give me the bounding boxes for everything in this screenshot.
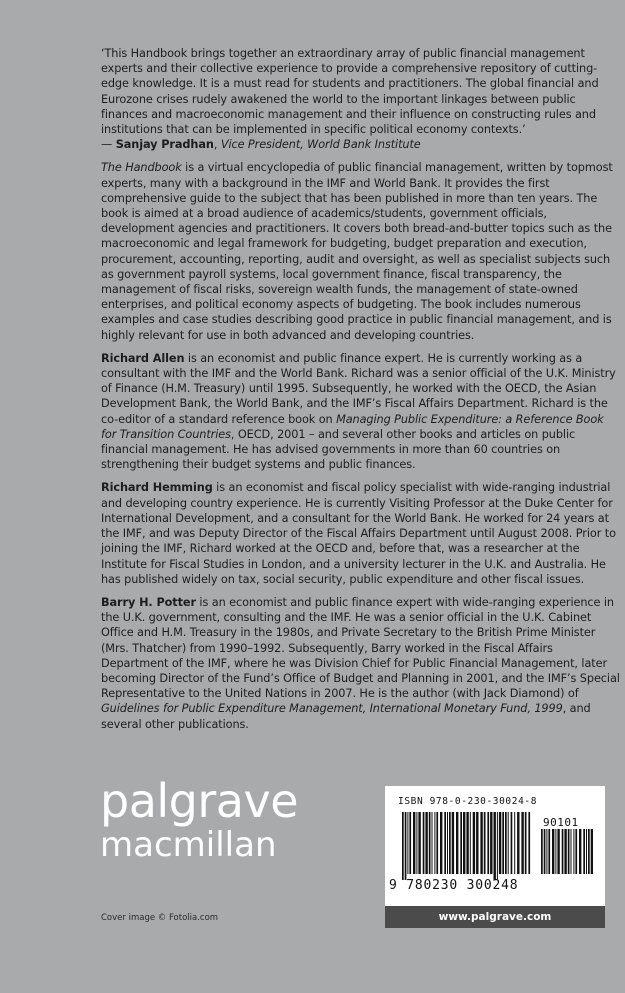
barcode-bar bbox=[484, 812, 486, 874]
barcode-bar bbox=[571, 829, 572, 874]
barcode-bar bbox=[505, 812, 507, 874]
barcode-bar bbox=[473, 812, 475, 874]
barcode-bar bbox=[434, 812, 435, 874]
barcode-bar bbox=[564, 829, 566, 874]
barcode-bar bbox=[456, 812, 458, 874]
barcode-bar bbox=[413, 812, 415, 874]
barcode-bar bbox=[490, 812, 492, 874]
barcode-bar bbox=[499, 812, 501, 874]
barcode-bar bbox=[463, 812, 465, 874]
bio-name: Barry H. Potter bbox=[101, 595, 196, 609]
barcode-bar bbox=[402, 812, 404, 880]
isbn-barcode bbox=[402, 812, 534, 880]
barcode-bar bbox=[514, 812, 515, 874]
barcode-bar bbox=[502, 812, 504, 874]
bio-book-title: Guidelines for Public Expenditure Management, International Monetary Fund, 1999 bbox=[101, 702, 563, 716]
barcode-bar bbox=[405, 812, 407, 880]
barcode-bar bbox=[436, 812, 438, 874]
barcode-panel bbox=[385, 786, 605, 906]
barcode-bar bbox=[591, 829, 593, 874]
barcode-bar bbox=[409, 812, 411, 874]
barcode-bar bbox=[407, 812, 408, 874]
barcode-bar bbox=[557, 829, 559, 874]
barcode-bar bbox=[579, 829, 581, 874]
barcode-bar bbox=[583, 829, 585, 874]
barcode-bar bbox=[586, 829, 587, 874]
barcode-bar bbox=[487, 812, 489, 874]
description-text: is a virtual encyclopedia of public financial management, written by topmost experts, many with a background in the IMF and World Bank. It provides the first comprehensive guide to the subject that has been published in more than ten years. The book is aimed at a broad audience of academics/students, government officials, development agencies and practitioners. It covers both bread-and-butter topics such as the macroeconomic and legal framework for budgeting, budget preparation and execution, procurement, accounting, reporting, audit and oversight, as well as specialist subjects such as government payroll systems, local government finance, fiscal transparency, the management of fiscal risks, sovereign wealth funds, the management of state-owned enterprises, and political economy aspects of budgeting. The book includes numerous examples and case studies describing good practice in public financial management, and is highly relevant for use in both advanced and developing countries. bbox=[101, 161, 613, 342]
quote-text: ‘This Handbook brings together an extraordinary array of public financial management experts and their collective experience to provide a comprehensive repository of cutting-edge knowledge. It is a must read for students and practitioners. The global financial and Eurozone crises rudely awakened the world to the important linkages between public finances and macroeconomic management and their influence on constructing rules and institutions that can be implemented in specific political economy contexts.’ bbox=[101, 47, 599, 137]
barcode-bar bbox=[425, 812, 427, 874]
barcode-bar bbox=[476, 812, 478, 874]
barcode-bar bbox=[423, 812, 425, 874]
barcode-bar bbox=[432, 812, 433, 874]
addon-barcode bbox=[541, 829, 593, 880]
cover-image-credit: Cover image © Fotolia.com bbox=[101, 913, 219, 923]
logo-line-palgrave: palgrave bbox=[100, 774, 298, 828]
barcode-bar bbox=[573, 829, 574, 874]
publisher-url[interactable] bbox=[385, 906, 605, 928]
barcode-bar bbox=[429, 812, 431, 874]
barcode-digits: 9 780230 300248 bbox=[389, 878, 519, 893]
barcode-bar bbox=[562, 829, 564, 874]
barcode-bar bbox=[552, 829, 554, 874]
barcode-bar bbox=[575, 829, 577, 874]
palgrave-macmillan-logo bbox=[100, 774, 298, 865]
barcode-bar bbox=[480, 812, 482, 874]
barcode-bar bbox=[494, 812, 496, 880]
bio-barry-potter: Barry H. Potter is an economist and public finance expert with wide-ranging experience in the U.K. government, consulting and the IMF. He was a senior official in the U.K. Cabinet Office and H.M. Treasury in the 1980s, and Private Secretary to the British Prime Minister (Mrs. Thatcher) from 1990–1992. Subsequently, Barry worked in the Fiscal Affairs Department of the IMF, where he was Division Chief for Public Financial Management, later becoming Director of the Fund’s Office of Budget and Planning in 2001, and the IMF’s Special Representative to the United Nations in 2007. He is the author (with Jack Diamond) of Guidelines for Public Expenditure Management, International Monetary Fund, 1999, and several other publications. bbox=[101, 595, 620, 731]
barcode-bar bbox=[544, 829, 546, 874]
barcode-bar bbox=[447, 812, 448, 874]
barcode-bar bbox=[440, 812, 442, 874]
barcode-bar bbox=[546, 829, 547, 874]
barcode-bar bbox=[525, 812, 527, 874]
barcode-bar bbox=[418, 812, 420, 874]
book-title: The Handbook bbox=[101, 161, 182, 175]
barcode-bar bbox=[449, 812, 451, 874]
quote-attribution: — Sanjay Pradhan, Vice President, World Bank Institute bbox=[101, 138, 421, 152]
barcode-bar bbox=[460, 812, 462, 874]
back-cover-text bbox=[101, 46, 621, 740]
endorsement-quote bbox=[101, 46, 621, 152]
barcode-bar bbox=[511, 812, 513, 874]
barcode-bar bbox=[548, 829, 550, 874]
bio-richard-allen: Richard Allen is an economist and public finance expert. He is currently working as a consultant with the IMF and the World Bank. Richard was a senior official of the U.K. Ministry of Finance (H.M. Treasury) until 1995. Subsequently, he worked with the OECD, the Asian Development Bank, the World Bank, and the IMF’s Fiscal Affairs Department. Richard is the co-editor of a standard reference book on Managing Public Expenditure: a Reference Book for Transition Countries, OECD, 2001 – and several other books and articles on public financial management. He has advised governments in more than 60 countries on strengthening their budget systems and public finances. bbox=[101, 351, 616, 472]
barcode-bar bbox=[568, 829, 570, 874]
barcode-bar bbox=[444, 812, 446, 874]
barcode-bar bbox=[470, 812, 471, 874]
barcode-bar bbox=[517, 812, 519, 874]
logo-line-macmillan: macmillan bbox=[100, 825, 277, 865]
barcode-bar bbox=[508, 812, 509, 874]
isbn-label: ISBN 978-0-230-30024-8 bbox=[398, 796, 538, 807]
quote-author: Sanjay Pradhan bbox=[115, 138, 214, 152]
barcode-bar bbox=[521, 812, 523, 874]
book-description bbox=[101, 160, 621, 342]
barcode-bar bbox=[497, 812, 498, 880]
quote-author-role: Vice President, World Bank Institute bbox=[220, 138, 421, 152]
price-code: 90101 bbox=[543, 816, 579, 829]
barcode-bar bbox=[555, 829, 556, 874]
bio-name: Richard Allen bbox=[101, 351, 185, 365]
barcode-bar bbox=[588, 829, 590, 874]
bio-richard-hemming: Richard Hemming is an economist and fiscal policy specialist with wide-ranging industrial and developing country experience. He is currently Visiting Professor at the Duke Center for International Development, and a consultant for the World Bank. He worked for 24 years at the IMF, and was Deputy Director of the Fiscal Affairs Department until August 2008. Prior to joining the IMF, Richard worked at the OECD and, before that, was a researcher at the Institute for Fiscal Studies in London, and a university lecturer in the U.K. and Australia. He has published widely on tax, social security, public expenditure and other fiscal issues. bbox=[101, 481, 616, 586]
barcode-bar bbox=[466, 812, 468, 874]
barcode-bar bbox=[416, 812, 417, 874]
barcode-bar bbox=[528, 812, 530, 874]
publisher-url-text: www.palgrave.com bbox=[438, 911, 552, 923]
barcode-bar bbox=[452, 812, 454, 874]
barcode-bar bbox=[541, 829, 543, 874]
bio-book-title: Managing Public Expenditure: a Reference Book for Transition Countries bbox=[101, 412, 604, 441]
bio-name: Richard Hemming bbox=[101, 481, 213, 495]
